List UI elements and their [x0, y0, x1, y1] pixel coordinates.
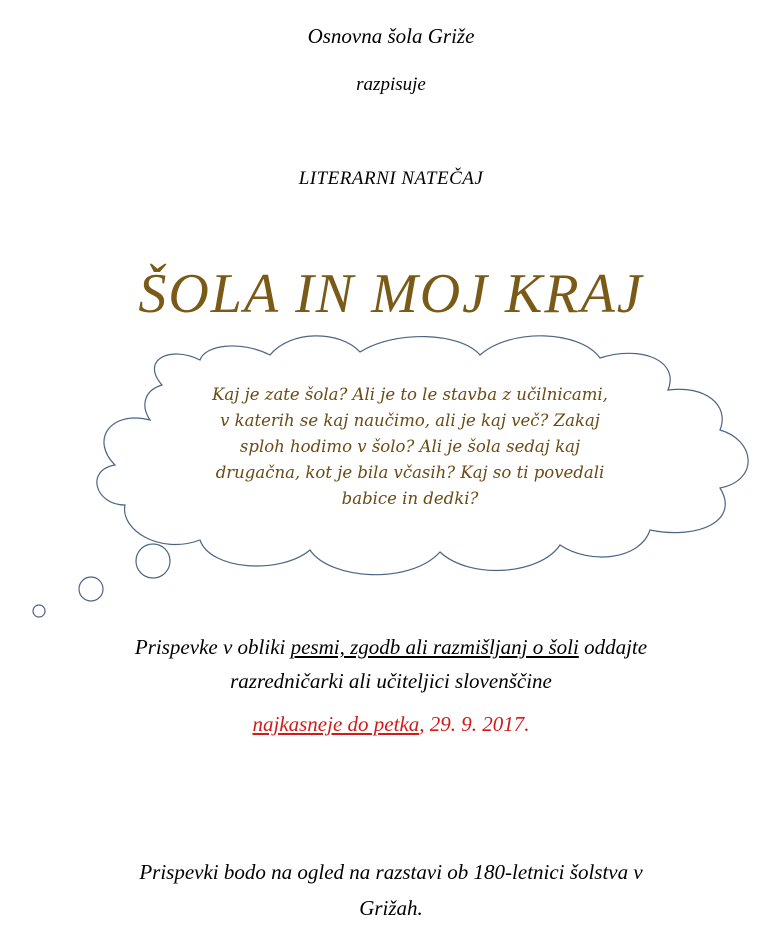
- submission-underlined: pesmi, zgodb ali razmišljanj o šoli: [290, 635, 579, 659]
- submission-instructions: [0, 630, 782, 698]
- deadline: [0, 712, 782, 737]
- cloud-line: sploh hodimo v šolo? Ali je šola sedaj kaj: [239, 437, 581, 456]
- submission-line-1: [0, 630, 782, 664]
- cloud-line: drugačna, kot je bila včasih? Kaj so ti povedali: [215, 463, 605, 482]
- cloud-line: Kaj je zate šola? Ali je to le stavba z učilnicami,: [212, 385, 608, 404]
- cloud-line: v katerih se kaj naučimo, ali je kaj več? Zakaj: [220, 411, 600, 430]
- contest-heading: LITERARNI NATEČAJ: [298, 168, 484, 189]
- display-line-1: Prispevki bodo na ogled na razstavi ob 180-letnici šolstva v: [139, 860, 643, 884]
- submission-text-1: Prispevke v obliki: [134, 635, 291, 659]
- announces-text: razpisuje: [356, 74, 426, 95]
- cloud-line: babice in dedki?: [341, 489, 479, 508]
- cloud-text: [180, 382, 640, 512]
- cloud-bubble-medium: [79, 577, 103, 601]
- submission-line-2: razredničarki ali učiteljici slovenščine: [230, 669, 552, 693]
- deadline-underlined: najkasneje do petka: [252, 712, 420, 736]
- deadline-date: , 29. 9. 2017.: [419, 712, 530, 736]
- cloud-bubble-small: [33, 605, 45, 617]
- display-line-2: Grižah.: [359, 896, 423, 920]
- submission-text-2: oddajte: [578, 635, 648, 659]
- contest-title: ŠOLA IN MOJ KRAJ: [138, 263, 644, 325]
- cloud-bubble-large: [136, 544, 170, 578]
- school-name: Osnovna šola Griže: [307, 24, 475, 48]
- display-note: [0, 854, 782, 926]
